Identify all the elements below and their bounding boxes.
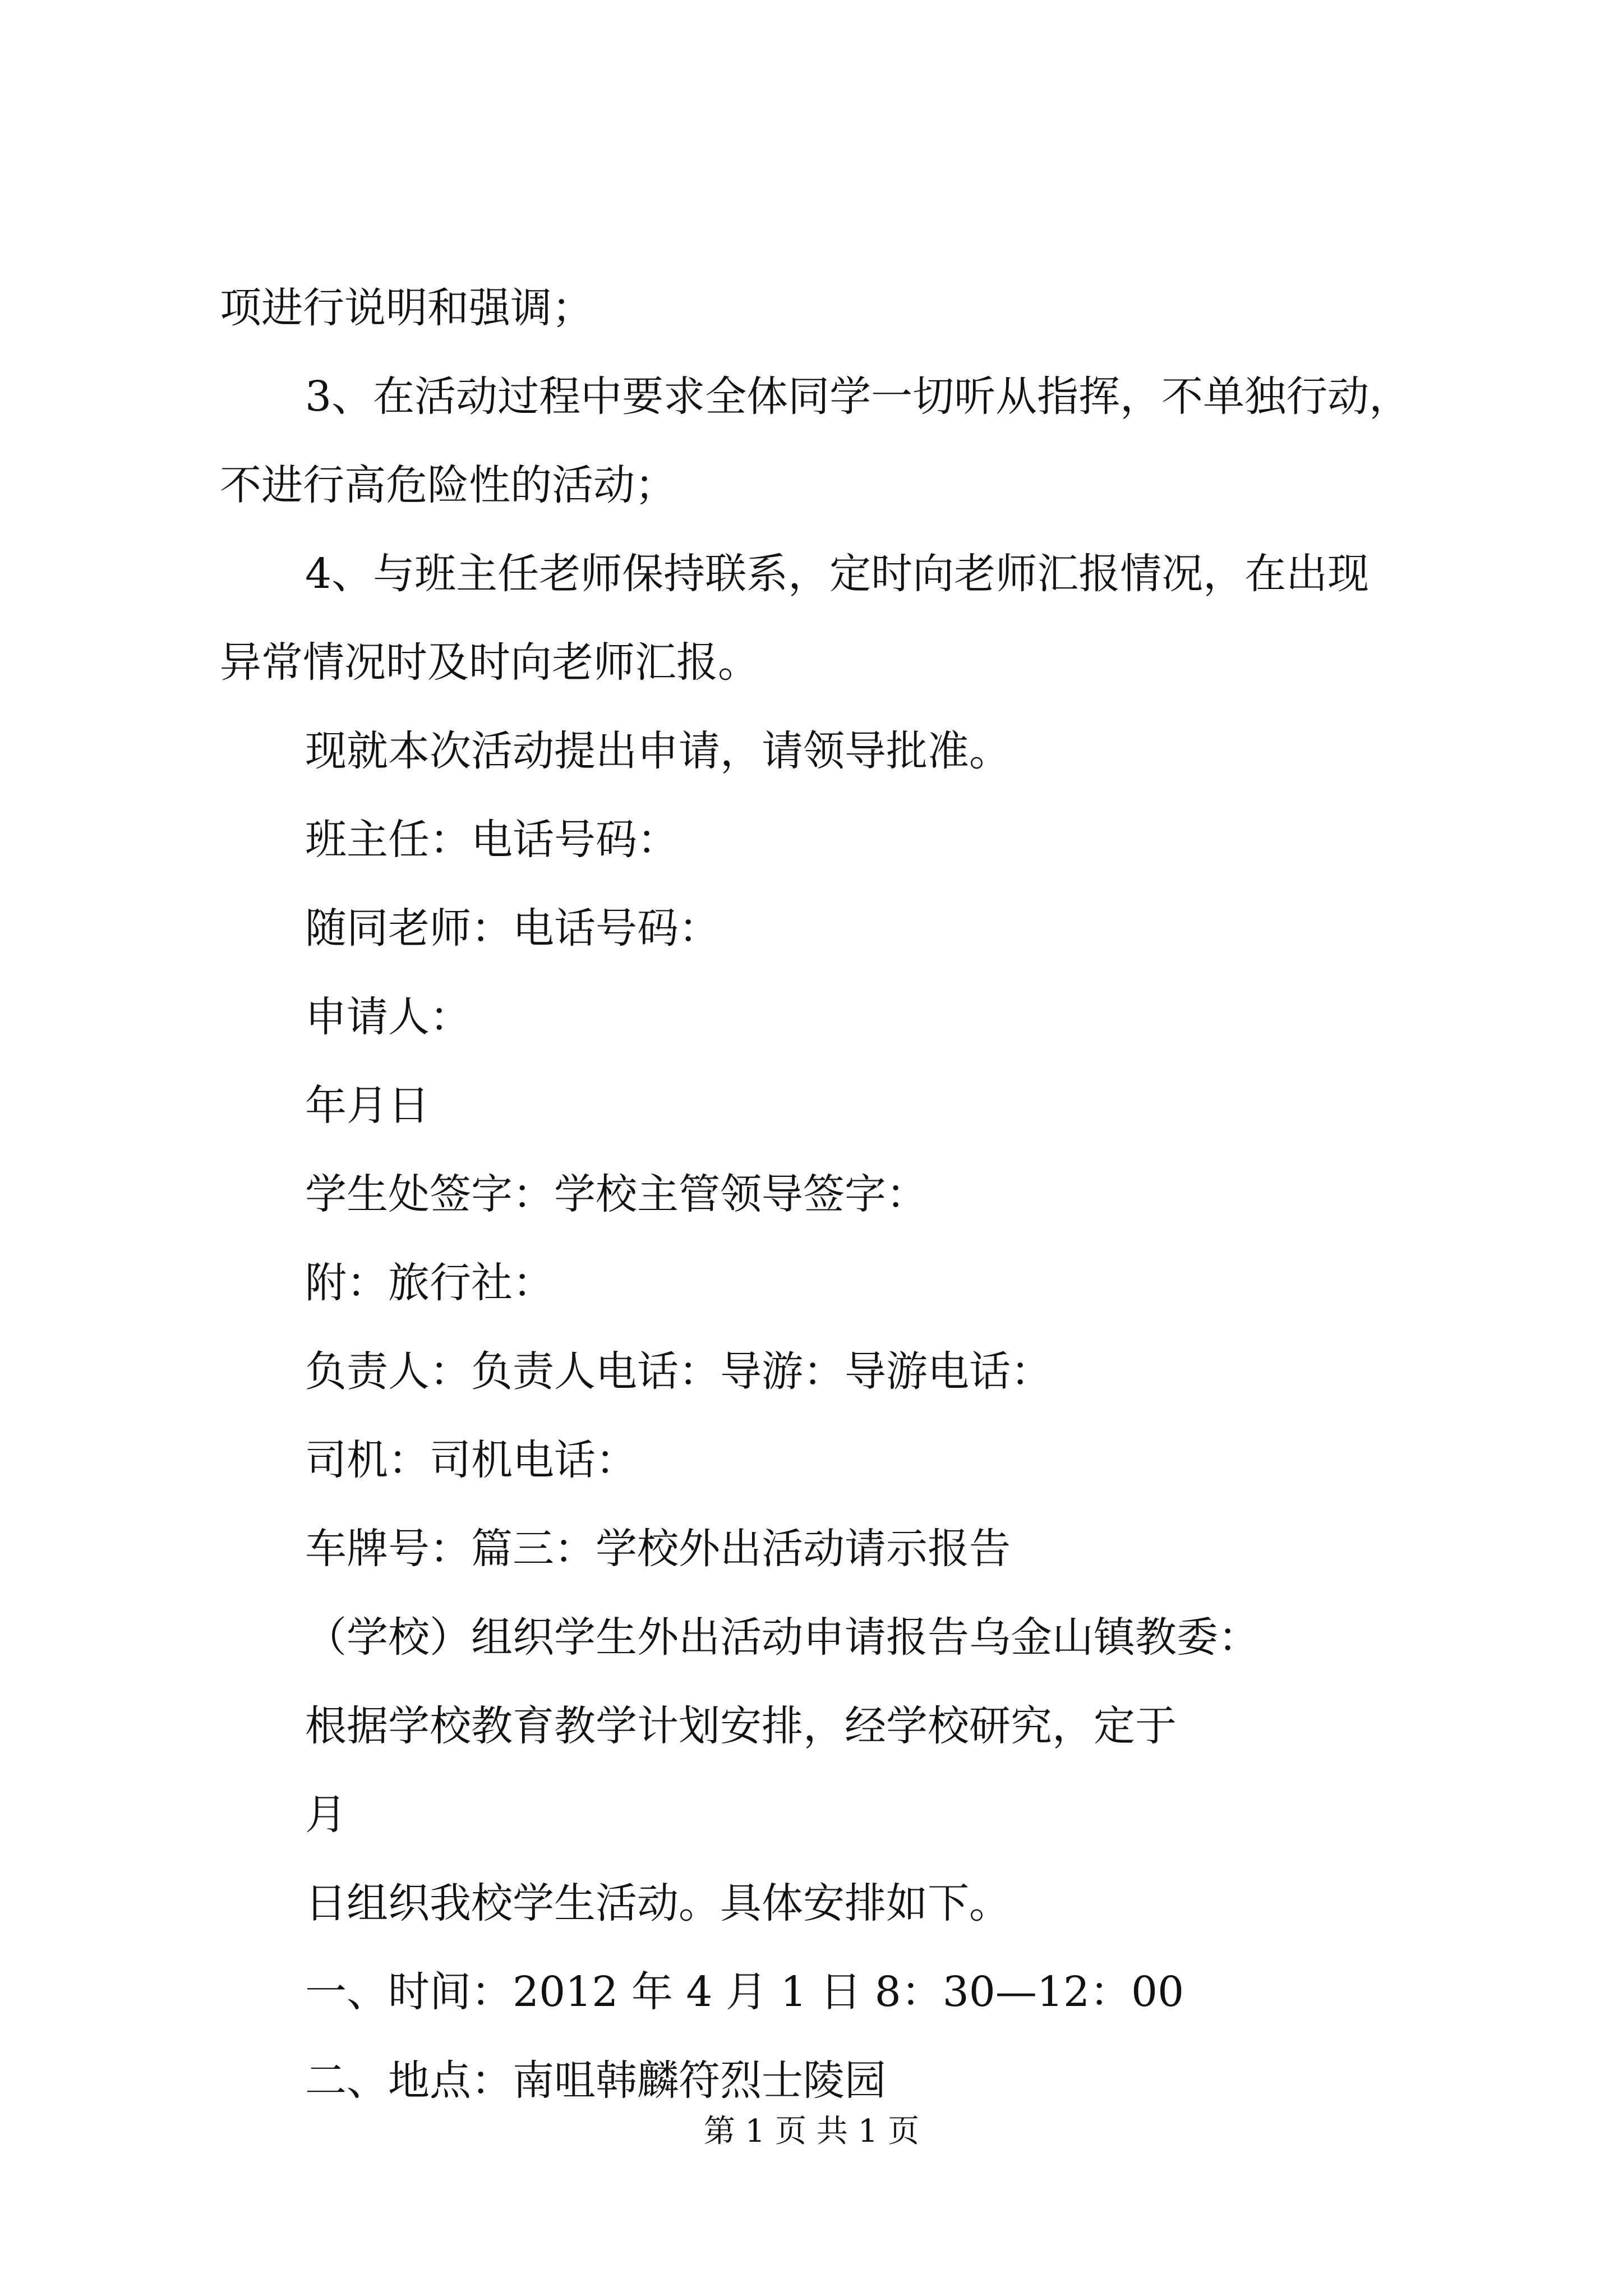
- text-line: 附：旅行社：: [305, 1259, 554, 1307]
- text-line: 日组织我校学生活动。具体安排如下。: [305, 1879, 1011, 1927]
- page-footer: 第 1 页 共 1 页: [703, 2113, 920, 2150]
- text-line: 异常情况时及时向老师汇报。: [220, 638, 759, 687]
- text-line: 根据学校教育教学计划安排，经学校研究，定于: [305, 1702, 1177, 1750]
- text-line: 不进行高危险性的活动；: [220, 461, 676, 509]
- text-line: 月: [305, 1791, 347, 1839]
- text-line: 申请人：: [305, 993, 471, 1041]
- text-line: 司机：司机电话：: [305, 1436, 637, 1484]
- text-line: 负责人：负责人电话：导游：导游电话：: [305, 1347, 1052, 1396]
- text-line: 现就本次活动提出申请，请领导批准。: [305, 727, 1011, 775]
- text-line: 一、时间：2012 年 4 月 1 日 8：30—12：00: [305, 1968, 1184, 2016]
- text-line: 二、地点：南咀韩麟符烈士陵园: [305, 2056, 886, 2105]
- text-line: 随同老师：电话号码：: [305, 904, 720, 953]
- text-line: （学校）组织学生外出活动申请报告乌金山镇教委：: [305, 1613, 1260, 1662]
- document-body: [220, 264, 1482, 2125]
- text-line: 项进行说明和强调；: [220, 284, 593, 332]
- text-line: 年月日: [305, 1082, 430, 1130]
- text-line: 3、在活动过程中要求全体同学一切听从指挥，不单独行动，: [305, 372, 1411, 421]
- text-line: 班主任：电话号码：: [305, 816, 679, 864]
- text-line: 学生处签字：学校主管领导签字：: [305, 1170, 928, 1218]
- text-line: 4、与班主任老师保持联系，定时向老师汇报情况，在出现: [305, 550, 1370, 598]
- text-line: 车牌号：篇三：学校外出活动请示报告: [305, 1525, 1011, 1573]
